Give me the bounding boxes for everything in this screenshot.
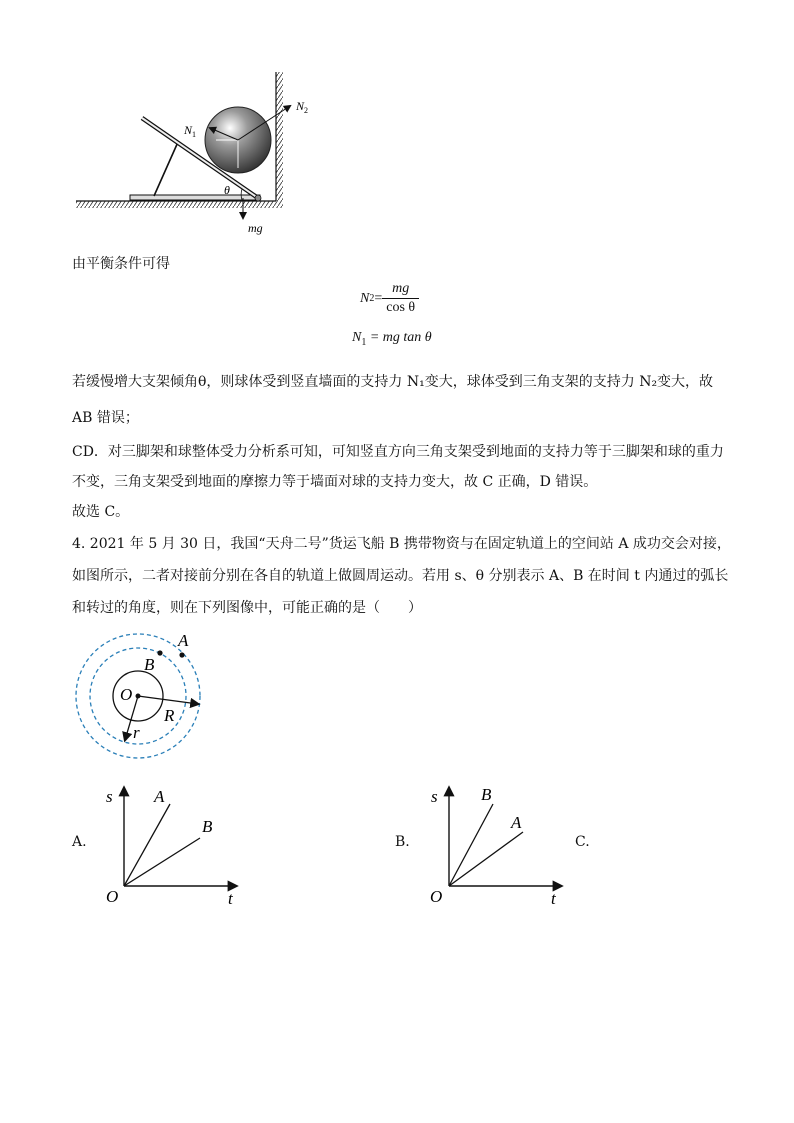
satellite-b bbox=[157, 650, 162, 655]
question-4-line3: 和转过的角度，则在下列图像中，可能正确的是（ ） bbox=[72, 600, 422, 616]
svg-text:B: B bbox=[481, 785, 492, 804]
label-o: O bbox=[120, 685, 133, 704]
label-n2: $N_2$ bbox=[296, 99, 309, 115]
svg-text:B: B bbox=[202, 817, 213, 836]
ground-hatch bbox=[76, 201, 276, 208]
label-b: B bbox=[144, 655, 155, 674]
paragraph-cd-cont: 不变，三角支架受到地面的摩擦力等于墙面对球的支持力变大，故 C 正确，D 错误。 bbox=[72, 474, 598, 490]
pivot bbox=[255, 195, 261, 201]
svg-text:A: A bbox=[511, 813, 522, 832]
svg-text:s: s bbox=[431, 787, 438, 806]
option-c-letter: C. bbox=[575, 834, 590, 850]
wall-hatch bbox=[276, 72, 283, 208]
option-b-graph bbox=[425, 780, 570, 910]
line-b bbox=[449, 804, 493, 886]
svg-text:t: t bbox=[228, 889, 233, 908]
svg-text:O: O bbox=[106, 887, 119, 906]
equation-n1: $N_1$ = mg tan θ bbox=[352, 330, 432, 348]
option-a-letter: A. bbox=[72, 834, 87, 850]
support-base bbox=[130, 195, 260, 200]
paragraph-cd: CD．对三脚架和球整体受力分析系可知，可知竖直方向三角支架受到地面的支持力等于三脚架和球的重力 bbox=[72, 444, 724, 460]
question-4-line1: 4. 2021 年 5 月 30 日，我国“天舟二号”货运飞船 B 携带物资与在固定轨道上的空间站 A 成功交会对接， bbox=[72, 536, 731, 552]
force-diagram bbox=[70, 68, 330, 238]
svg-text:t: t bbox=[551, 889, 556, 908]
paragraph-ab: 若缓慢增大支架倾角θ，则球体受到竖直墙面的支持力 N₁变大，球体受到三角支架的支持力 N₂变大，故 bbox=[72, 374, 714, 390]
label-mg: mg bbox=[248, 221, 263, 235]
support-leg bbox=[154, 142, 178, 196]
option-b-letter: B. bbox=[395, 834, 410, 850]
label-theta: θ bbox=[224, 183, 230, 197]
label-a: A bbox=[178, 631, 189, 650]
label-n1: $N_1$ bbox=[184, 123, 197, 139]
option-a-graph bbox=[100, 780, 245, 910]
svg-text:O: O bbox=[430, 887, 443, 906]
label-r: r bbox=[133, 723, 140, 742]
line-b bbox=[124, 838, 200, 886]
equilibrium-intro: 由平衡条件可得 bbox=[72, 256, 170, 272]
line-a bbox=[449, 832, 523, 886]
orbit-diagram bbox=[72, 630, 212, 760]
paragraph-ab-cont: AB 错误； bbox=[72, 410, 139, 426]
station-a bbox=[179, 652, 184, 657]
svg-text:A: A bbox=[154, 787, 165, 806]
line-a bbox=[124, 804, 170, 886]
question-4-line2: 如图所示，二者对接前分别在各自的轨道上做圆周运动。若用 s、θ 分别表示 A、B 在时间 t 内通过的弧长 bbox=[72, 568, 729, 584]
answer-line: 故选 C。 bbox=[72, 504, 130, 520]
label-R: R bbox=[164, 706, 175, 725]
equation-n2: N 2 = $\frac{mg}{\text{cos θ}}$ bbox=[360, 280, 419, 317]
svg-text:s: s bbox=[106, 787, 113, 806]
